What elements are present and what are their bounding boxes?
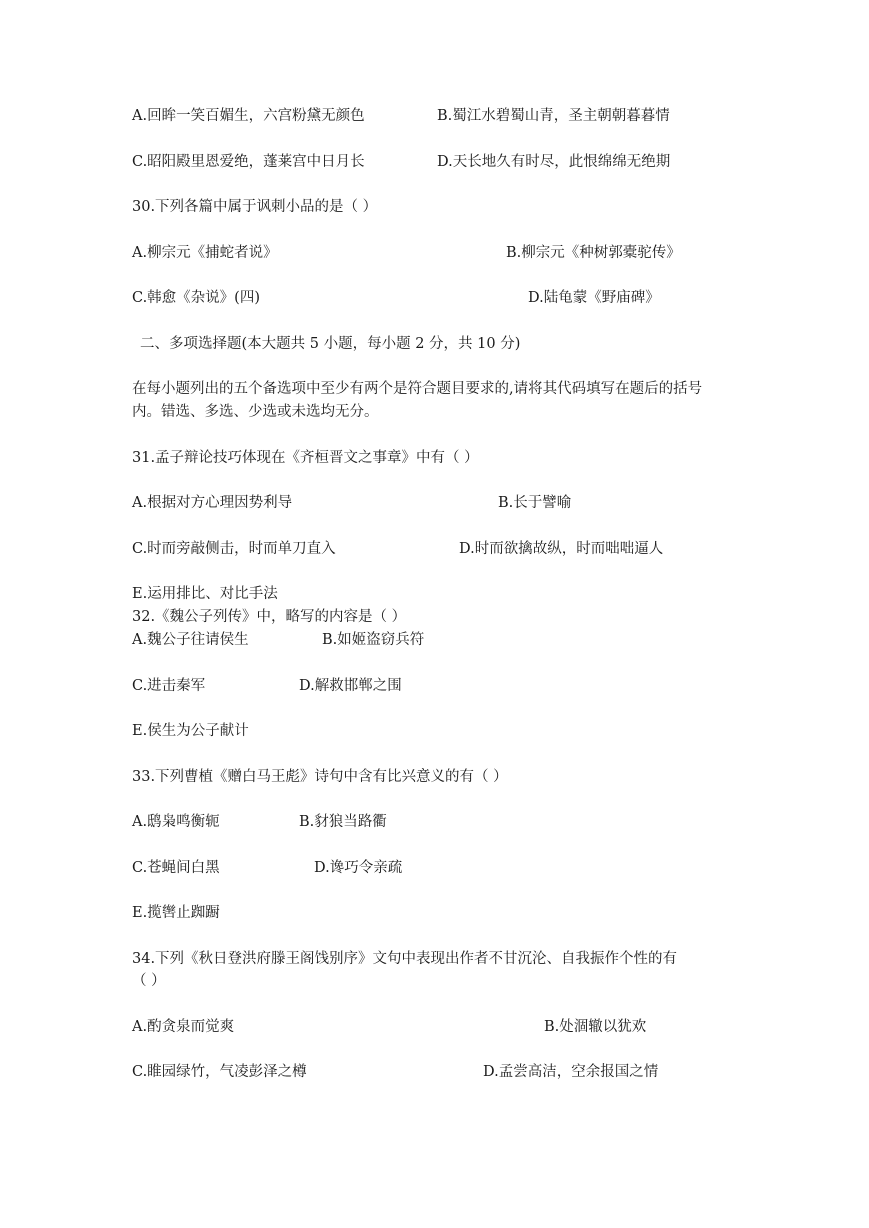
q34-option-c: C.睢园绿竹，气凌彭泽之樽: [132, 1064, 307, 1080]
q32-option-b: B.如姬盗窃兵符: [322, 632, 425, 648]
section-2-instruction-line1: 在每小题列出的五个备选项中至少有两个是符合题目要求的,请将其代码填写在题后的括号: [132, 381, 703, 397]
q31-option-b: B.长于譬喻: [498, 495, 572, 511]
q32-stem: 32.《魏公子列传》中，略写的内容是（ ）: [132, 609, 407, 625]
q34-option-a: A.酌贪泉而觉爽: [132, 1019, 235, 1035]
q33-option-c: C.苍蝇间白黑: [132, 860, 220, 876]
q34-option-b: B.处涸辙以犹欢: [544, 1019, 647, 1035]
q31-option-e: E.运用排比、对比手法: [132, 586, 278, 602]
q29-option-c: C.昭阳殿里恩爱绝，蓬莱宫中日月长: [132, 154, 365, 170]
q30-option-d: D.陆龟蒙《野庙碑》: [528, 290, 660, 306]
q30-stem: 30.下列各篇中属于讽刺小品的是（ ）: [132, 199, 378, 215]
section-2-instruction-line2: 内。错选、多选、少选或未选均无分。: [132, 404, 379, 420]
q32-option-d: D.解救邯郸之围: [299, 678, 402, 694]
q33-stem: 33.下列曹植《赠白马王彪》诗句中含有比兴意义的有（ ）: [132, 769, 508, 785]
q29-option-b: B.蜀江水碧蜀山青，圣主朝朝暮暮情: [437, 108, 670, 124]
q29-option-d: D.天长地久有时尽，此恨绵绵无绝期: [437, 154, 671, 170]
q31-option-c: C.时而旁敲侧击，时而单刀直入: [132, 541, 336, 557]
q34-stem-line2: （ ）: [132, 973, 166, 989]
q30-option-c: C.韩愈《杂说》(四): [132, 290, 261, 306]
q31-option-a: A.根据对方心理因势利导: [132, 495, 293, 511]
q29-option-a: A.回眸一笑百媚生，六宫粉黛无颜色: [132, 108, 365, 124]
q34-option-d: D.孟尝高洁，空余报国之情: [483, 1064, 659, 1080]
q33-option-d: D.谗巧令亲疏: [314, 860, 403, 876]
q33-option-b: B.豺狼当路衢: [299, 814, 387, 830]
section-2-title: 二、多项选择题(本大题共 5 小题，每小题 2 分，共 10 分): [140, 336, 521, 352]
q33-option-a: A.鸱枭鸣衡轭: [132, 814, 220, 830]
q30-option-a: A.柳宗元《捕蛇者说》: [132, 245, 278, 261]
q31-option-d: D.时而欲擒故纵，时而咄咄逼人: [459, 541, 664, 557]
q34-stem-line1: 34.下列《秋日登洪府滕王阁饯别序》文句中表现出作者不甘沉沦、自我振作个性的有: [132, 951, 678, 967]
q32-option-a: A.魏公子往请侯生: [132, 632, 249, 648]
q31-stem: 31.孟子辩论技巧体现在《齐桓晋文之事章》中有（ ）: [132, 450, 479, 466]
q30-option-b: B.柳宗元《种树郭橐驼传》: [506, 245, 681, 261]
q33-option-e: E.揽辔止踟蹰: [132, 905, 220, 921]
q32-option-e: E.侯生为公子献计: [132, 723, 249, 739]
q32-option-c: C.进击秦军: [132, 678, 206, 694]
